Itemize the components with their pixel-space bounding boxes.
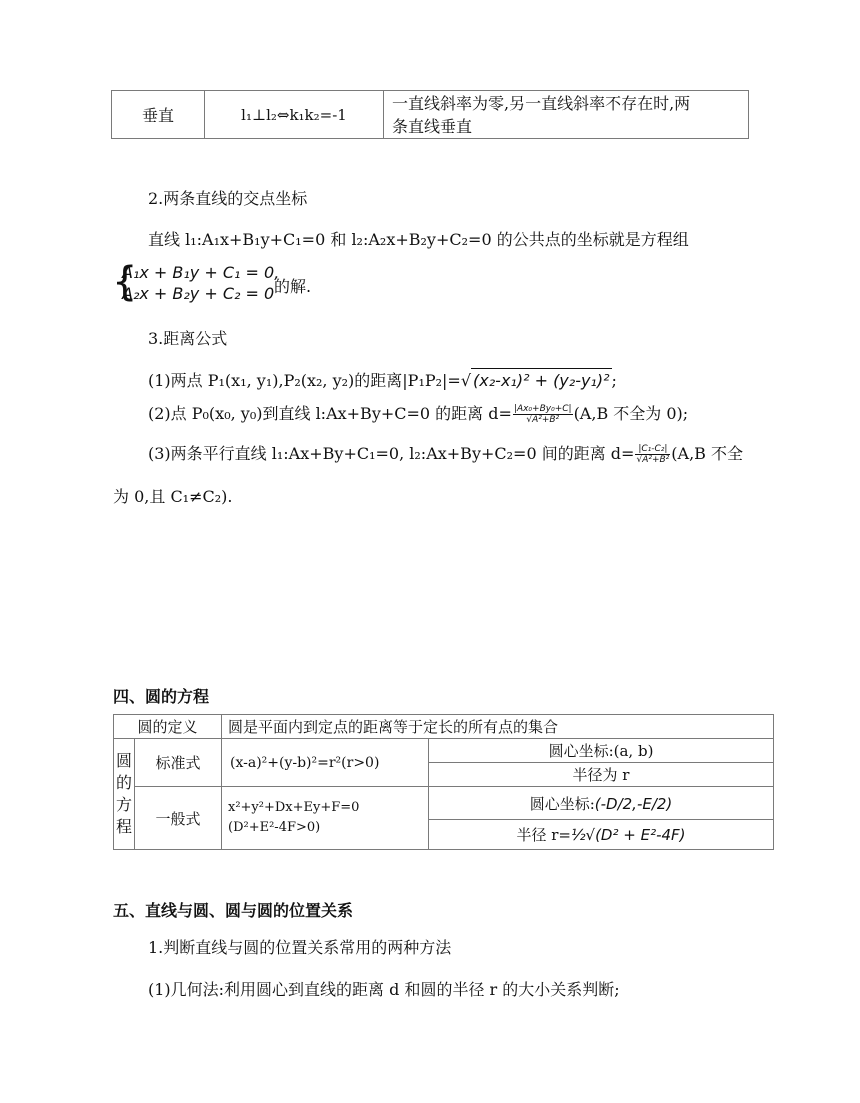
standard-center: 圆心坐标:(a, b) [429, 739, 774, 763]
item1-prefix: (1)两点 P₁(x₁, y₁),P₂(x₂, y₂)的距离|P₁P₂|= [148, 371, 461, 390]
section-5-heading: 五、直线与圆、圆与圆的位置关系 [113, 901, 354, 920]
section-3-title: 3.距离公式 [148, 329, 228, 348]
definition-label: 圆的定义 [114, 715, 222, 739]
item2-prefix: (2)点 P₀(x₀, y₀)到直线 l:Ax+By+C=0 的距离 d= [148, 404, 512, 423]
section-5-item-1: 1.判断直线与圆的位置关系常用的两种方法 [148, 938, 452, 957]
distance-item-1 [148, 368, 617, 393]
general-radius [429, 820, 774, 850]
item2-denominator: √A²+B² [526, 415, 560, 425]
distance-item-3-cont: 为 0,且 C₁≠C₂). [113, 487, 233, 506]
system-eq-2: A₂x + B₂y + C₂ = 0 [122, 284, 275, 303]
item3-suffix: (A,B 不全 [671, 444, 744, 463]
standard-equation: (x-a)²+(y-b)²=r²(r>0) [222, 739, 429, 787]
distance-item-2 [148, 402, 688, 426]
item2-fraction [513, 404, 573, 425]
item3-fraction [635, 444, 670, 465]
brace-symbol: { [112, 259, 138, 305]
item3-prefix: (3)两条平行直线 l₁:Ax+By+C₁=0, l₂:Ax+By+C₂=0 间的距离 d= [148, 444, 635, 463]
side-label [114, 739, 135, 850]
note-line-1: 一直线斜率为零,另一直线斜率不存在时,两 [392, 93, 691, 113]
general-eq-line-1: x²+y²+Dx+Ey+F=0 [228, 800, 360, 815]
general-center-value: (-D/2,-E/2) [594, 794, 673, 813]
general-center [429, 787, 774, 820]
side-char-3: 方 [115, 795, 132, 814]
item3-denominator: √A²+B² [636, 455, 670, 465]
general-radius-prefix: 半径 r= [516, 826, 571, 844]
item2-numerator: |Ax₀+By₀+C| [513, 404, 572, 414]
note-line-2: 条直线垂直 [392, 116, 473, 136]
general-radius-value: ½√(D² + E²-4F) [570, 826, 686, 844]
section-4-heading: 四、圆的方程 [113, 687, 210, 706]
general-center-prefix: 圆心坐标: [529, 794, 595, 813]
perpendicular-table [111, 90, 749, 139]
sqrt-icon: √ [460, 371, 472, 390]
item1-formula: (x₂-x₁)² + (y₂-y₁)² [471, 368, 611, 393]
perpendicular-label: 垂直 [112, 91, 205, 139]
general-form-label: 一般式 [135, 787, 222, 850]
general-eq-line-2: (D²+E²-4F>0) [228, 820, 321, 835]
distance-item-3 [148, 442, 743, 466]
side-char-4: 程 [115, 817, 132, 836]
perpendicular-note [384, 91, 749, 139]
side-char-1: 圆 [115, 751, 132, 770]
perpendicular-condition: l₁⊥l₂⇔k₁k₂=-1 [205, 91, 384, 139]
circle-equation-table [113, 714, 774, 850]
item1-suffix: ; [611, 371, 617, 390]
section-2-line-a: 直线 l₁:A₁x+B₁y+C₁=0 和 l₂:A₂x+B₂y+C₂=0 的公共点的坐标就是方程组 [148, 230, 689, 249]
system-eq-1: A₁x + B₁y + C₁ = 0, [122, 263, 280, 282]
system-tail: 的解. [274, 277, 312, 296]
item2-den-text: A²+B² [532, 415, 560, 425]
side-char-2: 的 [115, 773, 132, 792]
standard-form-label: 标准式 [135, 739, 222, 787]
item3-numerator: |C₁-C₂| [635, 444, 670, 455]
standard-radius: 半径为 r [429, 763, 774, 787]
section-5-item-2: (1)几何法:利用圆心到直线的距离 d 和圆的半径 r 的大小关系判断; [148, 980, 620, 999]
item3-den-text: A²+B² [642, 455, 670, 465]
definition-text: 圆是平面内到定点的距离等于定长的所有点的集合 [222, 715, 774, 739]
item2-suffix: (A,B 不全为 0); [573, 404, 689, 423]
general-equation [222, 787, 429, 850]
section-2-title: 2.两条直线的交点坐标 [148, 189, 308, 208]
